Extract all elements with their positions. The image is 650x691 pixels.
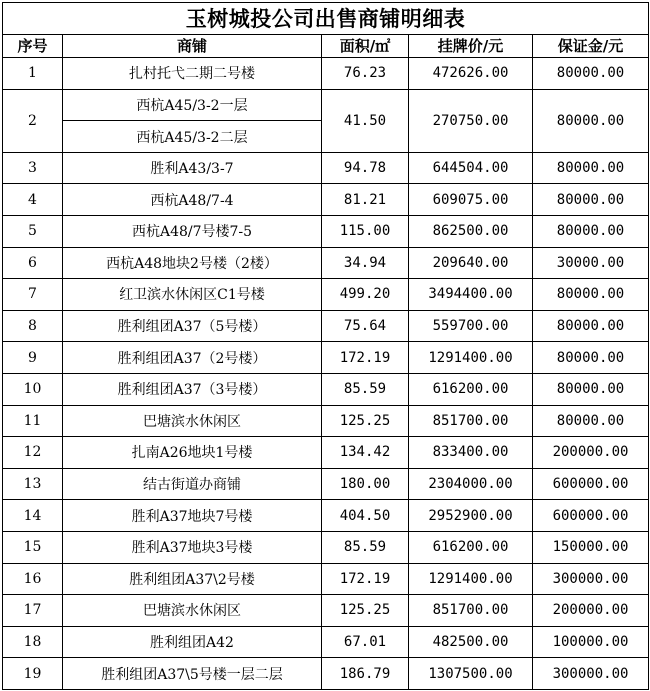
cell-deposit: 80000.00 (533, 184, 649, 216)
table-title: 玉树城投公司出售商铺明细表 (3, 3, 649, 35)
cell-deposit: 80000.00 (533, 89, 649, 152)
header-seq: 序号 (3, 34, 63, 57)
header-price: 挂牌价/元 (409, 34, 533, 57)
cell-price: 862500.00 (409, 216, 533, 248)
cell-price: 644504.00 (409, 152, 533, 184)
cell-seq: 15 (3, 531, 63, 563)
cell-shop: 巴塘滨水休闲区 (63, 405, 322, 437)
cell-deposit: 80000.00 (533, 216, 649, 248)
cell-seq: 8 (3, 310, 63, 342)
cell-price: 1307500.00 (409, 658, 533, 690)
table-row (3, 500, 649, 532)
cell-area: 404.50 (322, 500, 409, 532)
cell-shop: 胜利组团A37（2号楼） (63, 342, 322, 374)
cell-shop: 扎南A26地块1号楼 (63, 437, 322, 469)
cell-shop: 结古街道办商铺 (63, 468, 322, 500)
cell-deposit: 80000.00 (533, 373, 649, 405)
cell-area: 94.78 (322, 152, 409, 184)
table-row (3, 531, 649, 563)
cell-deposit: 600000.00 (533, 500, 649, 532)
cell-price: 559700.00 (409, 310, 533, 342)
cell-area: 85.59 (322, 373, 409, 405)
cell-seq: 10 (3, 373, 63, 405)
cell-seq: 13 (3, 468, 63, 500)
cell-deposit: 300000.00 (533, 658, 649, 690)
cell-area: 125.25 (322, 595, 409, 627)
table-row (3, 437, 649, 469)
table-row (3, 595, 649, 627)
cell-shop: 西杭A48地块2号楼（2楼） (63, 247, 322, 279)
cell-seq: 4 (3, 184, 63, 216)
header-area: 面积/㎡ (322, 34, 409, 57)
cell-price: 482500.00 (409, 626, 533, 658)
table-row (3, 626, 649, 658)
shop-sale-table (2, 2, 649, 690)
table-row (3, 247, 649, 279)
cell-seq: 9 (3, 342, 63, 374)
cell-area: 186.79 (322, 658, 409, 690)
cell-area: 75.64 (322, 310, 409, 342)
cell-deposit: 200000.00 (533, 595, 649, 627)
title-row (3, 3, 649, 35)
cell-shop: 胜利组团A42 (63, 626, 322, 658)
cell-price: 616200.00 (409, 373, 533, 405)
table-row (3, 468, 649, 500)
cell-shop: 西杭A45/3-2一层 (63, 89, 322, 121)
table-row (3, 310, 649, 342)
cell-seq: 1 (3, 58, 63, 90)
cell-deposit: 600000.00 (533, 468, 649, 500)
cell-area: 85.59 (322, 531, 409, 563)
table-row (3, 216, 649, 248)
cell-deposit: 80000.00 (533, 310, 649, 342)
table-row (3, 279, 649, 311)
header-shop: 商铺 (63, 34, 322, 57)
cell-shop: 胜利A43/3-7 (63, 152, 322, 184)
cell-area: 67.01 (322, 626, 409, 658)
table-row (3, 373, 649, 405)
cell-seq: 5 (3, 216, 63, 248)
cell-price: 1291400.00 (409, 563, 533, 595)
cell-seq: 17 (3, 595, 63, 627)
cell-shop: 胜利组团A37（3号楼） (63, 373, 322, 405)
cell-seq: 12 (3, 437, 63, 469)
cell-seq: 6 (3, 247, 63, 279)
cell-shop: 巴塘滨水休闲区 (63, 595, 322, 627)
cell-price: 851700.00 (409, 405, 533, 437)
cell-price: 1291400.00 (409, 342, 533, 374)
table-row (3, 342, 649, 374)
cell-shop: 胜利组团A37\5号楼一层二层 (63, 658, 322, 690)
cell-price: 833400.00 (409, 437, 533, 469)
cell-deposit: 150000.00 (533, 531, 649, 563)
cell-seq: 14 (3, 500, 63, 532)
cell-seq: 16 (3, 563, 63, 595)
cell-shop: 胜利组团A37\2号楼 (63, 563, 322, 595)
cell-shop: 胜利A37地块7号楼 (63, 500, 322, 532)
cell-deposit: 300000.00 (533, 563, 649, 595)
cell-area: 41.50 (322, 89, 409, 152)
cell-price: 616200.00 (409, 531, 533, 563)
cell-seq: 3 (3, 152, 63, 184)
cell-deposit: 80000.00 (533, 342, 649, 374)
cell-price: 3494400.00 (409, 279, 533, 311)
cell-deposit: 30000.00 (533, 247, 649, 279)
cell-seq: 7 (3, 279, 63, 311)
cell-shop: 西杭A48/7-4 (63, 184, 322, 216)
cell-shop: 西杭A45/3-2二层 (63, 121, 322, 153)
header-row (3, 34, 649, 57)
cell-area: 76.23 (322, 58, 409, 90)
table-row (3, 184, 649, 216)
cell-price: 270750.00 (409, 89, 533, 152)
cell-deposit: 80000.00 (533, 405, 649, 437)
cell-area: 125.25 (322, 405, 409, 437)
header-deposit: 保证金/元 (533, 34, 649, 57)
cell-price: 2952900.00 (409, 500, 533, 532)
cell-price: 472626.00 (409, 58, 533, 90)
table-row (3, 152, 649, 184)
table-row (3, 658, 649, 690)
cell-shop: 扎村托弋二期二号楼 (63, 58, 322, 90)
cell-deposit: 80000.00 (533, 58, 649, 90)
cell-shop: 胜利组团A37（5号楼） (63, 310, 322, 342)
table-row (3, 58, 649, 90)
cell-deposit: 80000.00 (533, 279, 649, 311)
cell-area: 172.19 (322, 342, 409, 374)
cell-area: 499.20 (322, 279, 409, 311)
cell-area: 81.21 (322, 184, 409, 216)
cell-shop: 胜利A37地块3号楼 (63, 531, 322, 563)
cell-deposit: 100000.00 (533, 626, 649, 658)
cell-area: 115.00 (322, 216, 409, 248)
table-row (3, 405, 649, 437)
cell-deposit: 200000.00 (533, 437, 649, 469)
cell-price: 209640.00 (409, 247, 533, 279)
table-row (3, 563, 649, 595)
cell-price: 2304000.00 (409, 468, 533, 500)
cell-shop: 西杭A48/7号楼7-5 (63, 216, 322, 248)
cell-area: 180.00 (322, 468, 409, 500)
cell-seq: 18 (3, 626, 63, 658)
cell-area: 134.42 (322, 437, 409, 469)
cell-area: 34.94 (322, 247, 409, 279)
cell-seq: 19 (3, 658, 63, 690)
table-row (3, 89, 649, 121)
cell-deposit: 80000.00 (533, 152, 649, 184)
cell-price: 609075.00 (409, 184, 533, 216)
cell-seq: 2 (3, 89, 63, 152)
cell-price: 851700.00 (409, 595, 533, 627)
cell-seq: 11 (3, 405, 63, 437)
cell-area: 172.19 (322, 563, 409, 595)
cell-shop: 红卫滨水休闲区C1号楼 (63, 279, 322, 311)
